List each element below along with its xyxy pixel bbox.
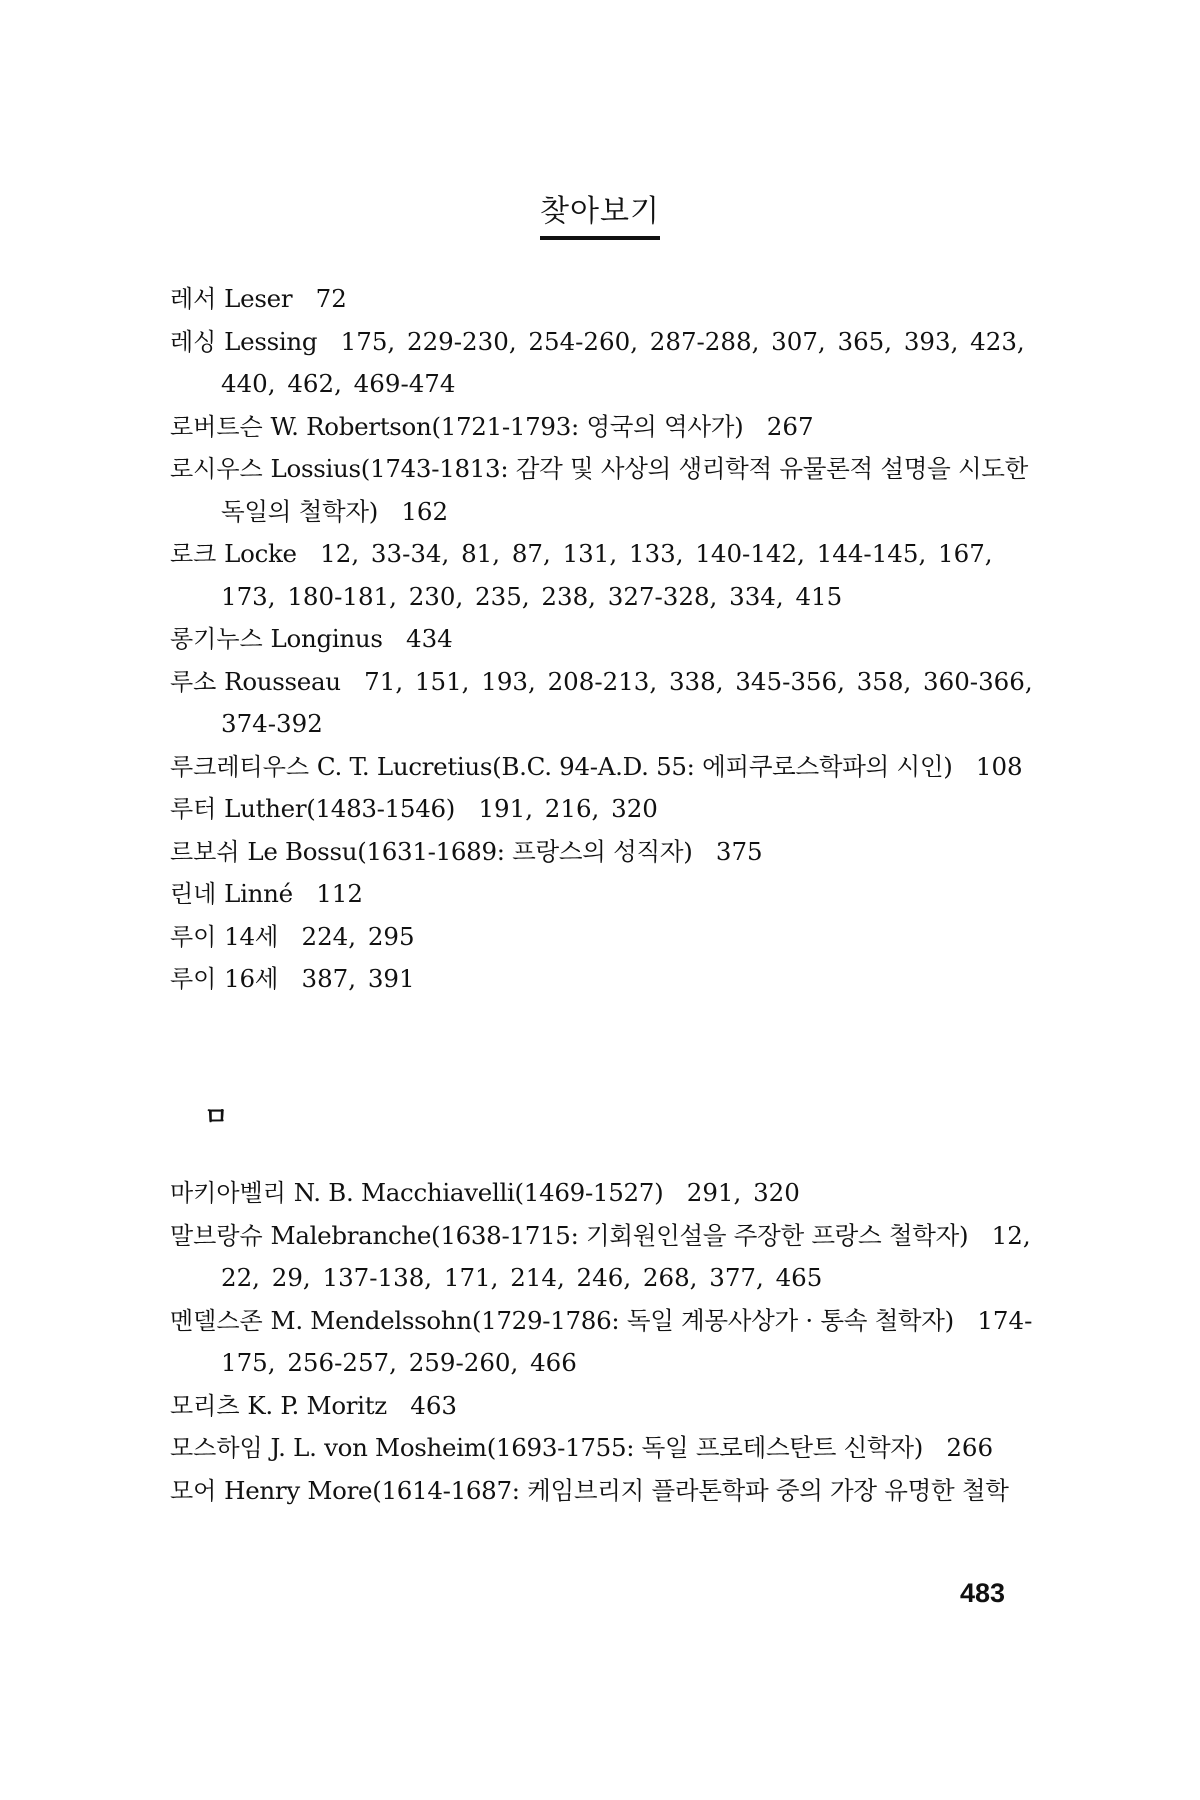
index-section-m	[170, 1172, 1050, 1512]
page-title: 찾아보기	[540, 186, 660, 240]
index-entry: 말브랑슈 Malebranche(1638-1715: 기회원인설을 주장한 프랑스 철학자) 12, 22, 29, 137-138, 171, 214, 246, 268, 377, 465	[170, 1220, 1031, 1292]
index-entry: 로시우스 Lossius(1743-1813: 감각 및 사상의 생리학적 유물론적 설명을 시도한 독일의 철학자) 162	[170, 454, 1029, 526]
index-entry: 레싱 Lessing 175, 229-230, 254-260, 287-288, 307, 365, 393, 423, 440, 462, 469-474	[170, 326, 1025, 398]
index-entry: 로크 Locke 12, 33-34, 81, 87, 131, 133, 140-142, 144-145, 167, 173, 180-181, 230, 235, 238, 327-328, 334, 415	[170, 539, 993, 611]
page-number: 483	[960, 1578, 1006, 1608]
index-entry: 루이 16세 387, 391	[170, 964, 415, 993]
letter-heading: ㅁ	[204, 1102, 229, 1131]
title-wrap	[0, 186, 1200, 240]
index-entry: 마키아벨리 N. B. Macchiavelli(1469-1527) 291, 320	[170, 1178, 800, 1207]
index-entry: 루소 Rousseau 71, 151, 193, 208-213, 338, 345-356, 358, 360-366, 374-392	[170, 666, 1033, 738]
index-entry: 롱기누스 Longinus 434	[170, 624, 453, 653]
index-entry: 모어 Henry More(1614-1687: 케임브리지 플라톤학파 중의 가장 유명한 철학	[170, 1475, 1009, 1505]
index-section-r	[170, 278, 1050, 1001]
index-entry: 르보쉬 Le Bossu(1631-1689: 프랑스의 성직자) 375	[170, 836, 763, 866]
index-entry: 멘델스존 M. Mendelssohn(1729-1786: 독일 계몽사상가 · 통속 철학자) 174-175, 256-257, 259-260, 466	[170, 1305, 1033, 1377]
index-entry: 모리츠 K. P. Moritz 463	[170, 1390, 458, 1420]
index-entry: 루이 14세 224, 295	[170, 921, 415, 951]
index-entry: 린네 Linné 112	[170, 879, 363, 908]
index-entry: 루터 Luther(1483-1546) 191, 216, 320	[170, 794, 658, 823]
index-entry: 루크레티우스 C. T. Lucretius(B.C. 94-A.D. 55: 에피쿠로스학파의 시인) 108	[170, 751, 1023, 781]
index-entry: 레서 Leser 72	[170, 284, 347, 313]
index-entry: 로버트슨 W. Robertson(1721-1793: 영국의 역사가) 267	[170, 411, 814, 441]
index-entry: 모스하임 J. L. von Mosheim(1693-1755: 독일 프로테스탄트 신학자) 266	[170, 1433, 994, 1462]
